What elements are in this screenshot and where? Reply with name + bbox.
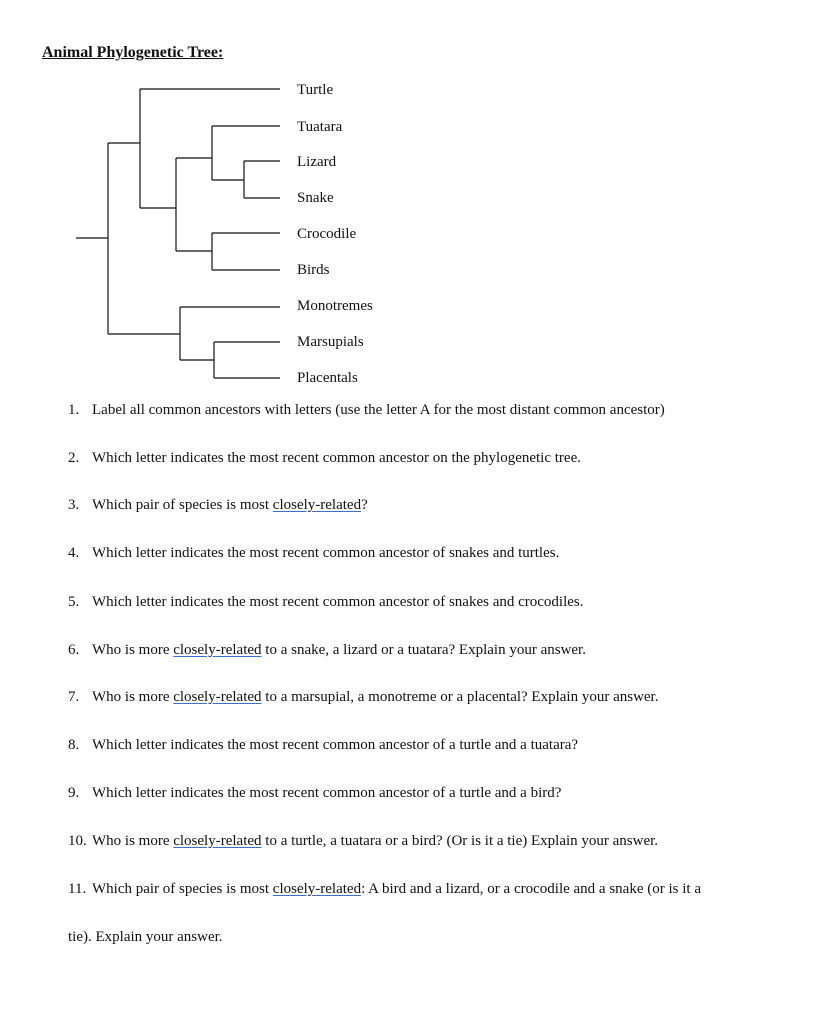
taxon-label-snake: Snake <box>297 190 334 206</box>
spellcheck-term: closely-related <box>173 642 262 658</box>
question-text: Which pair of species is most <box>92 497 273 513</box>
question-4 <box>68 545 559 562</box>
taxon-label-lizard: Lizard <box>297 154 337 170</box>
spellcheck-term: closely-related <box>173 833 262 849</box>
question-text: ? <box>361 497 368 513</box>
question-number: 11. <box>68 881 87 897</box>
question-text: Which letter indicates the most recent common ancestor of a turtle and a bird? <box>92 785 562 801</box>
question-2 <box>68 450 581 467</box>
question-number: 4. <box>68 545 80 561</box>
question-text: Who is more <box>92 833 174 849</box>
question-text: to a marsupial, a monotreme or a placental? Explain your answer. <box>261 689 659 705</box>
phylogenetic-tree <box>0 0 830 400</box>
question-9 <box>68 785 561 802</box>
question-number: 7. <box>68 689 80 705</box>
question-number: 6. <box>68 642 80 658</box>
taxon-label-crocodile: Crocodile <box>297 226 357 242</box>
taxon-label-birds: Birds <box>297 262 330 278</box>
question-text: Which pair of species is most <box>92 881 273 897</box>
question-number: 3. <box>68 497 80 513</box>
question-number: 5. <box>68 594 80 610</box>
question-number: 9. <box>68 785 80 801</box>
spellcheck-term: closely-related <box>173 689 262 705</box>
taxon-label-marsupials: Marsupials <box>297 334 364 350</box>
taxon-label-turtle: Turtle <box>297 82 334 98</box>
question-number: 1. <box>68 402 80 418</box>
question-7 <box>68 689 658 706</box>
question-5 <box>68 594 584 611</box>
question-10 <box>68 833 658 850</box>
question-6 <box>68 642 586 659</box>
question-text: Which letter indicates the most recent common ancestor of snakes and turtles. <box>92 545 560 561</box>
question-text: Which letter indicates the most recent common ancestor on the phylogenetic tree. <box>92 450 581 466</box>
question-3 <box>68 497 368 514</box>
question-number: 8. <box>68 737 80 753</box>
taxon-label-tuatara: Tuatara <box>297 119 343 135</box>
question-text: : A bird and a lizard, or a crocodile and a snake (or is it a <box>361 881 701 897</box>
question-text: Which letter indicates the most recent common ancestor of snakes and crocodiles. <box>92 594 584 610</box>
question-text: Who is more <box>92 642 174 658</box>
question-text: to a snake, a lizard or a tuatara? Explain your answer. <box>261 642 586 658</box>
question-text: Which letter indicates the most recent common ancestor of a turtle and a tuatara? <box>92 737 579 753</box>
question-11-continuation: tie). Explain your answer. <box>68 929 223 945</box>
question-number: 2. <box>68 450 80 466</box>
spellcheck-term: closely-related <box>272 497 362 513</box>
question-number: 10. <box>68 833 87 849</box>
taxon-label-placentals: Placentals <box>297 370 358 386</box>
spellcheck-term: closely-related <box>272 881 362 897</box>
question-text: Label all common ancestors with letters (use the letter A for the most distant common ancestor) <box>92 402 665 418</box>
question-text: Who is more <box>92 689 174 705</box>
taxon-label-monotremes: Monotremes <box>297 298 373 314</box>
question-8 <box>68 737 578 754</box>
question-1 <box>68 402 665 419</box>
question-11 <box>68 881 701 898</box>
question-text: to a turtle, a tuatara or a bird? (Or is it a tie) Explain your answer. <box>261 833 659 849</box>
page-title: Animal Phylogenetic Tree: <box>42 44 224 61</box>
